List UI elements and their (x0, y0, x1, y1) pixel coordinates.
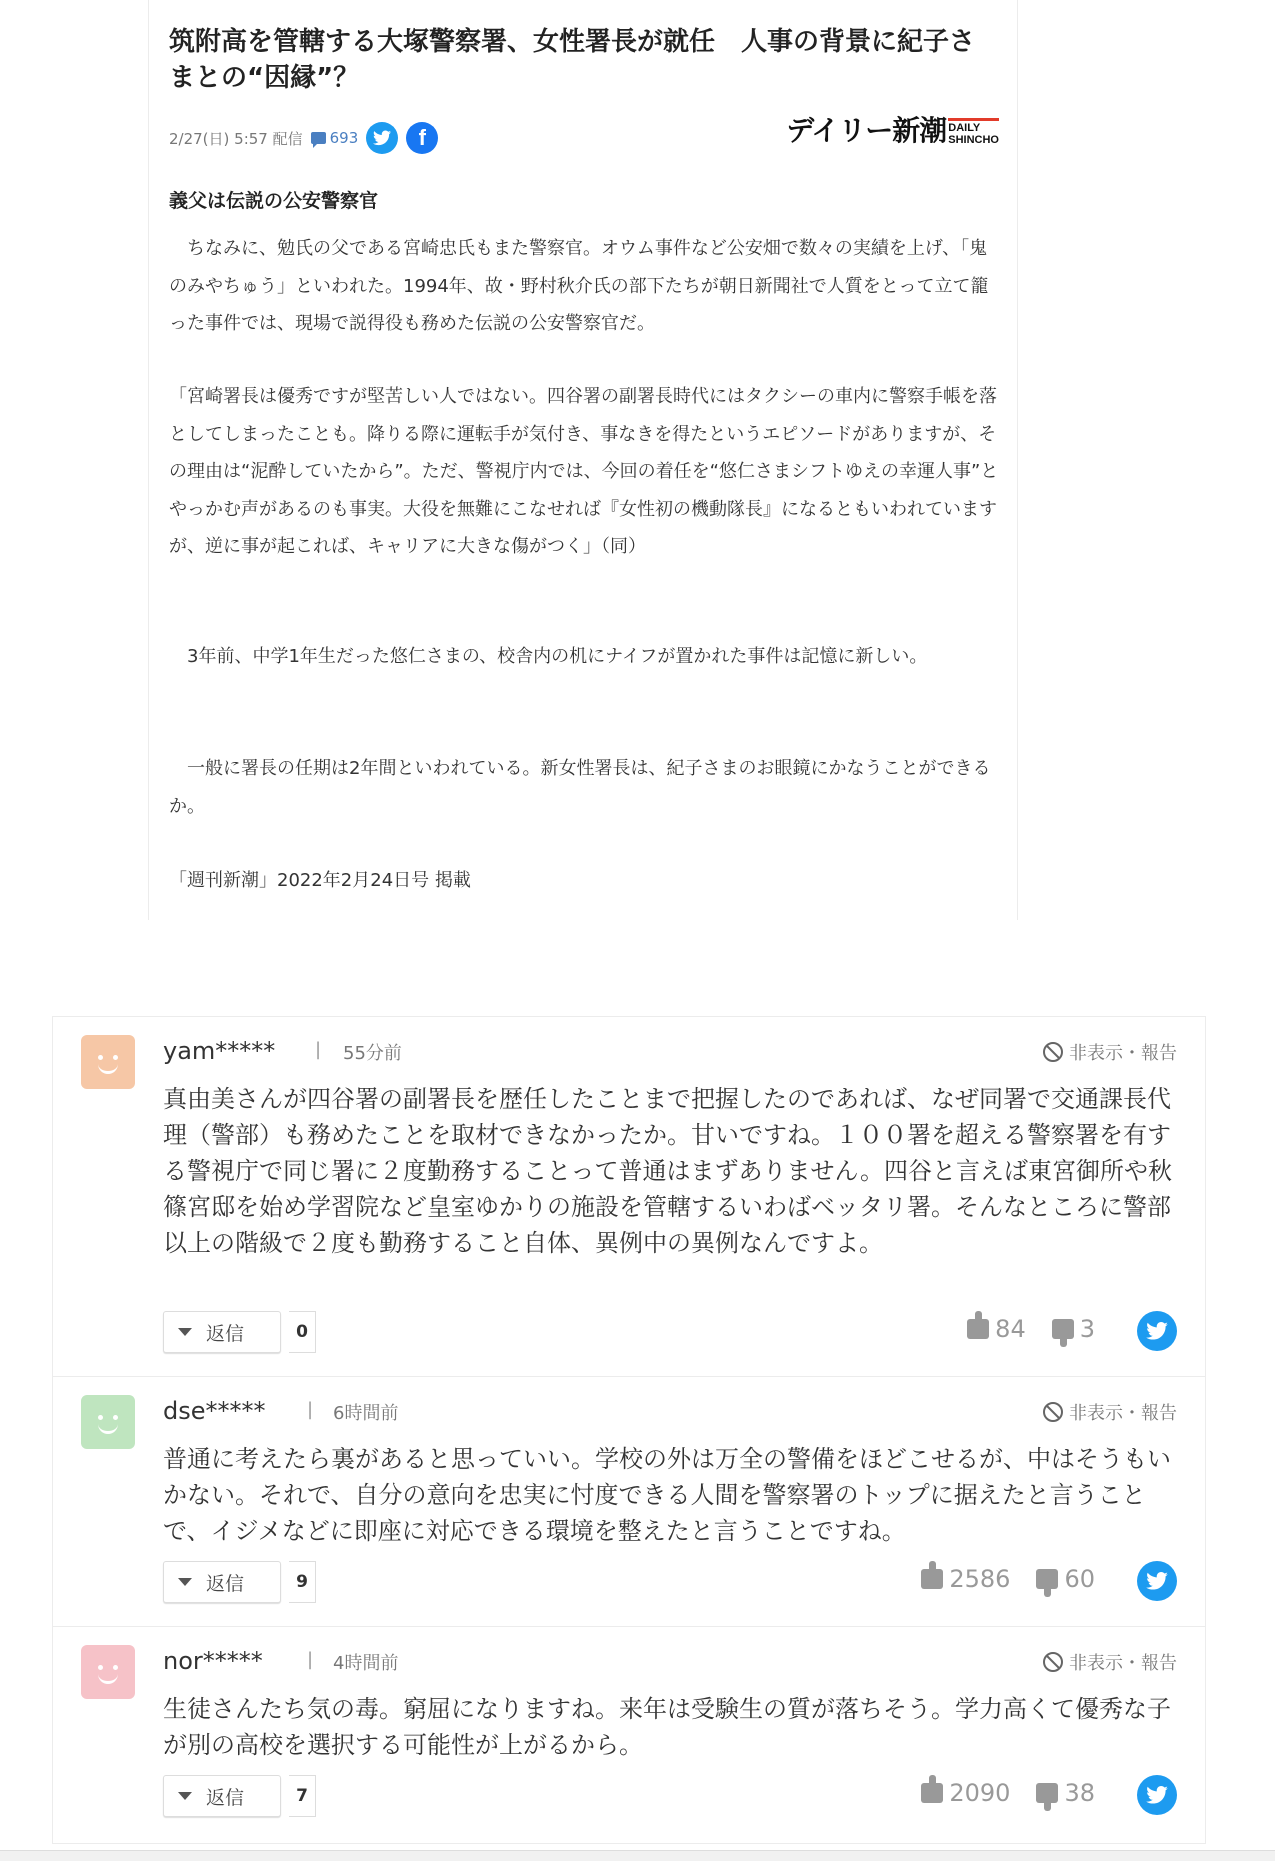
prohibit-icon (1043, 1042, 1063, 1062)
hide-report-label: 非表示・報告 (1069, 1043, 1177, 1064)
reply-label: 返信 (206, 1572, 245, 1595)
article-title: 筑附高を管轄する大塚警察署、女性署長が就任 人事の背景に紀子さまとの“因縁”？ (169, 27, 976, 93)
hide-report-label: 非表示・報告 (1069, 1403, 1177, 1424)
twitter-bird-icon (1146, 1786, 1168, 1804)
reply-label: 返信 (206, 1322, 245, 1345)
caret-down-icon (178, 1328, 192, 1336)
vote-area (921, 1779, 1095, 1807)
reply-count: 7 (289, 1775, 316, 1817)
comment-count-link[interactable] (311, 129, 359, 147)
article-paragraph: 一般に署長の任期は2年間といわれている。新女性署長は、紀子さまのお眼鏡にかなうことができるか。 (169, 758, 991, 817)
comment-twitter-share-button[interactable] (1137, 1775, 1177, 1815)
caret-down-icon (178, 1578, 192, 1586)
article-paragraph: ちなみに、勉氏の父である宮崎忠氏もまた警察官。オウム事件など公安畑で数々の実績を上げ、「鬼のみやちゅう」といわれた。1994年、故・野村秋介氏の部下たちが朝日新聞社で人質をとって立て籠った事件では、現場で説得役も務めた伝説の公安警察官だ。 (169, 238, 989, 334)
twitter-bird-icon (1146, 1322, 1168, 1340)
comment-time: 55分前 (343, 1043, 402, 1064)
hide-report-button[interactable] (1043, 1039, 1177, 1065)
logo-text-jp: デイリー新潮 (786, 114, 947, 147)
avatar (81, 1395, 135, 1449)
comment-bubble-icon (311, 132, 326, 144)
hide-report-button[interactable] (1043, 1649, 1177, 1675)
vote-area (967, 1315, 1095, 1343)
article-subheading: 義父は伝説の公安警察官 (169, 190, 379, 212)
article-paragraph: 3年前、中学1年生だった悠仁さまの、校舎内の机にナイフが置かれた事件は記憶に新しい。 (169, 646, 928, 667)
reply-button[interactable] (163, 1775, 281, 1817)
twitter-bird-icon (1146, 1572, 1168, 1590)
reply-label: 返信 (206, 1786, 245, 1809)
comment-twitter-share-button[interactable] (1137, 1311, 1177, 1351)
hide-report-label: 非表示・報告 (1069, 1653, 1177, 1674)
thumbs-down-icon[interactable] (1036, 1569, 1058, 1589)
comment-item (52, 1016, 1206, 1376)
comments-section (52, 1016, 1206, 1844)
comment-text: 真由美さんが四谷署の副署長を歴任したことまで把握したのであれば、なぜ同署で交通課長代理（警部）も務めたことを取材できなかったか。甘いですね。１００署を超える警察署を有する警視庁で同じ署に２度勤務することって普通はまずありません。四谷と言えば東宮御所や秋篠宮邸を始め学習院など皇室ゆかりの施設を管轄するいわばベッタリ署。そんなところに警部以上の階級で２度も勤務すること自体、異例中の異例なんですよ。 (163, 1085, 1172, 1257)
comment-item (52, 1376, 1206, 1626)
separator: | (307, 1399, 314, 1420)
dislike-count: 38 (1064, 1779, 1095, 1807)
article-meta (169, 120, 438, 156)
logo-shincho: SHINCHO (948, 134, 999, 146)
thumbs-up-icon[interactable] (921, 1783, 943, 1803)
article-paragraph: 「宮崎署長は優秀ですが堅苦しい人ではない。四谷署の副署長時代にはタクシーの車内に警察手帳を落としてしまったことも。降りる際に運転手が気付き、事なきを得たというエピソードがありますが、その理由は“泥酔していたから”。ただ、警視庁内では、今回の着任を“悠仁さまシフトゆえの幸運人事”とやっかむ声があるのも事実。大役を無難にこなせれば『女性初の機動隊長』になるともいわれていますが、逆に事が起これば、キャリアに大きな傷がつく」（同） (169, 386, 999, 557)
facebook-share-button[interactable] (406, 122, 438, 154)
thumbs-down-icon[interactable] (1052, 1319, 1074, 1339)
vote-area (921, 1565, 1095, 1593)
logo-daily: DAILY (948, 122, 981, 134)
article-source-note: 「週刊新潮」2022年2月24日号 掲載 (169, 870, 471, 891)
separator: | (315, 1039, 322, 1060)
comment-username[interactable]: yam***** (163, 1037, 276, 1065)
comment-time: 4時間前 (333, 1653, 399, 1674)
comment-username[interactable]: dse***** (163, 1397, 266, 1425)
article-container (148, 0, 1018, 920)
thumbs-up-icon[interactable] (921, 1569, 943, 1589)
reply-count: 9 (289, 1561, 316, 1603)
prohibit-icon (1043, 1402, 1063, 1422)
avatar (81, 1035, 135, 1089)
reply-button[interactable] (163, 1311, 281, 1353)
thumbs-up-icon[interactable] (967, 1319, 989, 1339)
comment-twitter-share-button[interactable] (1137, 1561, 1177, 1601)
separator: | (307, 1649, 314, 1670)
daily-shincho-logo[interactable] (786, 116, 999, 146)
publish-date: 2/27(日) 5:57 配信 (169, 129, 303, 148)
reply-button[interactable] (163, 1561, 281, 1603)
avatar (81, 1645, 135, 1699)
comment-username[interactable]: nor***** (163, 1647, 263, 1675)
twitter-bird-icon (373, 130, 391, 146)
comment-text: 普通に考えたら裏があると思っていい。学校の外は万全の警備をほどこせるが、中はそうもいかない。それで、自分の意向を忠実に忖度できる人間を警察署のトップに据えたと言うことで、イジメなどに即座に対応できる環境を整えたと言うことですね。 (163, 1445, 1171, 1545)
comment-count: 693 (329, 129, 359, 147)
comment-item (52, 1626, 1206, 1844)
horizontal-scrollbar[interactable] (0, 1850, 1275, 1861)
comment-text: 生徒さんたち気の毒。窮屈になりますね。来年は受験生の質が落ちそう。学力高くて優秀な子が別の高校を選択する可能性が上がるから。 (163, 1695, 1171, 1759)
like-count: 2586 (949, 1565, 1011, 1593)
twitter-share-button[interactable] (366, 122, 398, 154)
thumbs-down-icon[interactable] (1036, 1783, 1058, 1803)
caret-down-icon (178, 1792, 192, 1800)
hide-report-button[interactable] (1043, 1399, 1177, 1425)
dislike-count: 60 (1064, 1565, 1095, 1593)
prohibit-icon (1043, 1652, 1063, 1672)
comment-time: 6時間前 (333, 1403, 399, 1424)
reply-count: 0 (289, 1311, 316, 1353)
like-count: 84 (995, 1315, 1026, 1343)
facebook-f-icon: f (418, 125, 426, 150)
logo-text-en (948, 118, 999, 146)
like-count: 2090 (949, 1779, 1011, 1807)
dislike-count: 3 (1079, 1315, 1095, 1343)
